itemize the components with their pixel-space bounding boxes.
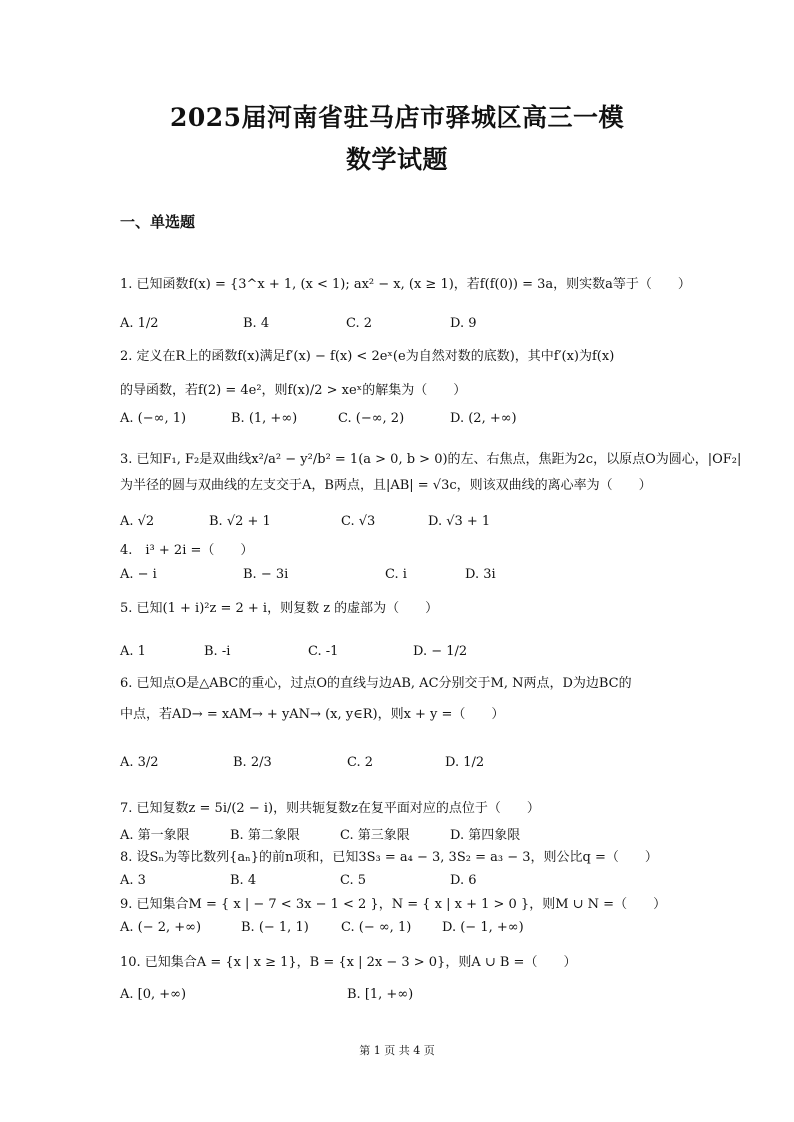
question-6-option-d: D. 1/2 (445, 755, 485, 770)
page-title: 2025届河南省驻马店市驿城区高三一模 (169, 103, 625, 132)
question-4-option-a: A. − i (120, 567, 157, 582)
question-2-text-line1: 2. 定义在R上的函数f(x)满足f′(x) − f(x) < 2eˣ(e为自然对数的底数)，其中f′(x)为f(x) (120, 349, 615, 364)
question-2-option-c: C. (−∞, 2) (338, 411, 405, 426)
question-4-text: 4. i³ + 2i =（ ） (120, 543, 254, 558)
question-4-option-c: C. i (385, 567, 407, 582)
question-8-option-b: B. 4 (230, 873, 257, 888)
question-8-option-a: A. 3 (120, 873, 146, 888)
question-7-option-d: D. 第四象限 (450, 828, 521, 843)
question-1-option-d: D. 9 (450, 316, 477, 331)
question-10-option-b: B. [1, +∞) (347, 987, 414, 1002)
question-5-option-d: D. − 1/2 (413, 644, 468, 659)
page-footer: 第 1 页 共 4 页 (359, 1044, 435, 1057)
question-1-text: 1. 已知函数f(x) = {3^x + 1, (x < 1); ax² − x, (x ≥ 1)，若f(f(0)) = 3a，则实数a等于（ ） (120, 277, 691, 292)
question-6-option-b: B. 2/3 (233, 755, 272, 770)
question-3-option-c: C. √3 (341, 514, 376, 529)
question-7-option-b: B. 第二象限 (230, 828, 300, 843)
question-4-option-d: D. 3i (465, 567, 496, 582)
question-3-option-d: D. √3 + 1 (428, 514, 491, 529)
question-5-text: 5. 已知(1 + i)²z = 2 + i，则复数 z 的虚部为（ ） (120, 601, 439, 616)
question-2-option-a: A. (−∞, 1) (120, 411, 187, 426)
question-7-text: 7. 已知复数z = 5i/(2 − i)，则共轭复数z在复平面对应的点位于（ ） (120, 801, 540, 816)
question-3-text-line2: 为半径的圆与双曲线的左支交于A，B两点，且|AB| = √3c，则该双曲线的离心率为（ ） (120, 478, 652, 493)
question-1-option-a: A. 1/2 (120, 316, 159, 331)
question-5-option-c: C. -1 (308, 644, 339, 659)
section-heading: 一、单选题 (120, 213, 196, 231)
question-9-option-d: D. (− 1, +∞) (442, 920, 524, 935)
question-1-option-c: C. 2 (346, 316, 373, 331)
question-9-option-a: A. (− 2, +∞) (120, 920, 202, 935)
question-3-option-b: B. √2 + 1 (209, 514, 271, 529)
question-8-option-d: D. 6 (450, 873, 477, 888)
question-10-option-a: A. [0, +∞) (120, 987, 187, 1002)
question-8-text: 8. 设Sₙ为等比数列{aₙ}的前n项和，已知3S₃ = a₄ − 3, 3S₂ = a₃ − 3，则公比q =（ ） (120, 850, 658, 865)
question-6-text-line1: 6. 已知点O是△ABC的重心，过点O的直线与边AB, AC分别交于M, N两点，D为边BC的 (120, 676, 632, 691)
page-subtitle: 数学试题 (345, 145, 448, 174)
question-2-text-line2: 的导函数，若f(2) = 4e²，则f(x)/2 > xeˣ的解集为（ ） (120, 383, 467, 398)
question-9-option-b: B. (− 1, 1) (241, 920, 309, 935)
question-8-option-c: C. 5 (340, 873, 367, 888)
question-5-option-a: A. 1 (120, 644, 146, 659)
question-7-option-c: C. 第三象限 (340, 828, 410, 843)
question-9-option-c: C. (− ∞, 1) (341, 920, 412, 935)
question-3-text-line1: 3. 已知F₁, F₂是双曲线x²/a² − y²/b² = 1(a > 0, b > 0)的左、右焦点，焦距为2c，以原点O为圆心，|OF₂| (120, 452, 742, 467)
question-6-option-c: C. 2 (347, 755, 374, 770)
question-9-text: 9. 已知集合M = { x | − 7 < 3x − 1 < 2 }，N = { x | x + 1 > 0 }，则M ∪ N =（ ） (120, 897, 667, 912)
question-7-option-a: A. 第一象限 (120, 828, 190, 843)
question-10-text: 10. 已知集合A = {x | x ≥ 1}，B = {x | 2x − 3 > 0}，则A ∪ B =（ ） (120, 955, 577, 970)
question-3-option-a: A. √2 (120, 514, 155, 529)
question-1-option-b: B. 4 (243, 316, 270, 331)
question-2-option-d: D. (2, +∞) (450, 411, 517, 426)
question-5-option-b: B. -i (204, 644, 231, 659)
question-2-option-b: B. (1, +∞) (231, 411, 298, 426)
question-6-text-line2: 中点，若AD→ = xAM→ + yAN→ (x, y∈R)，则x + y =（ ） (120, 707, 505, 722)
question-6-option-a: A. 3/2 (120, 755, 159, 770)
question-4-option-b: B. − 3i (243, 567, 289, 582)
